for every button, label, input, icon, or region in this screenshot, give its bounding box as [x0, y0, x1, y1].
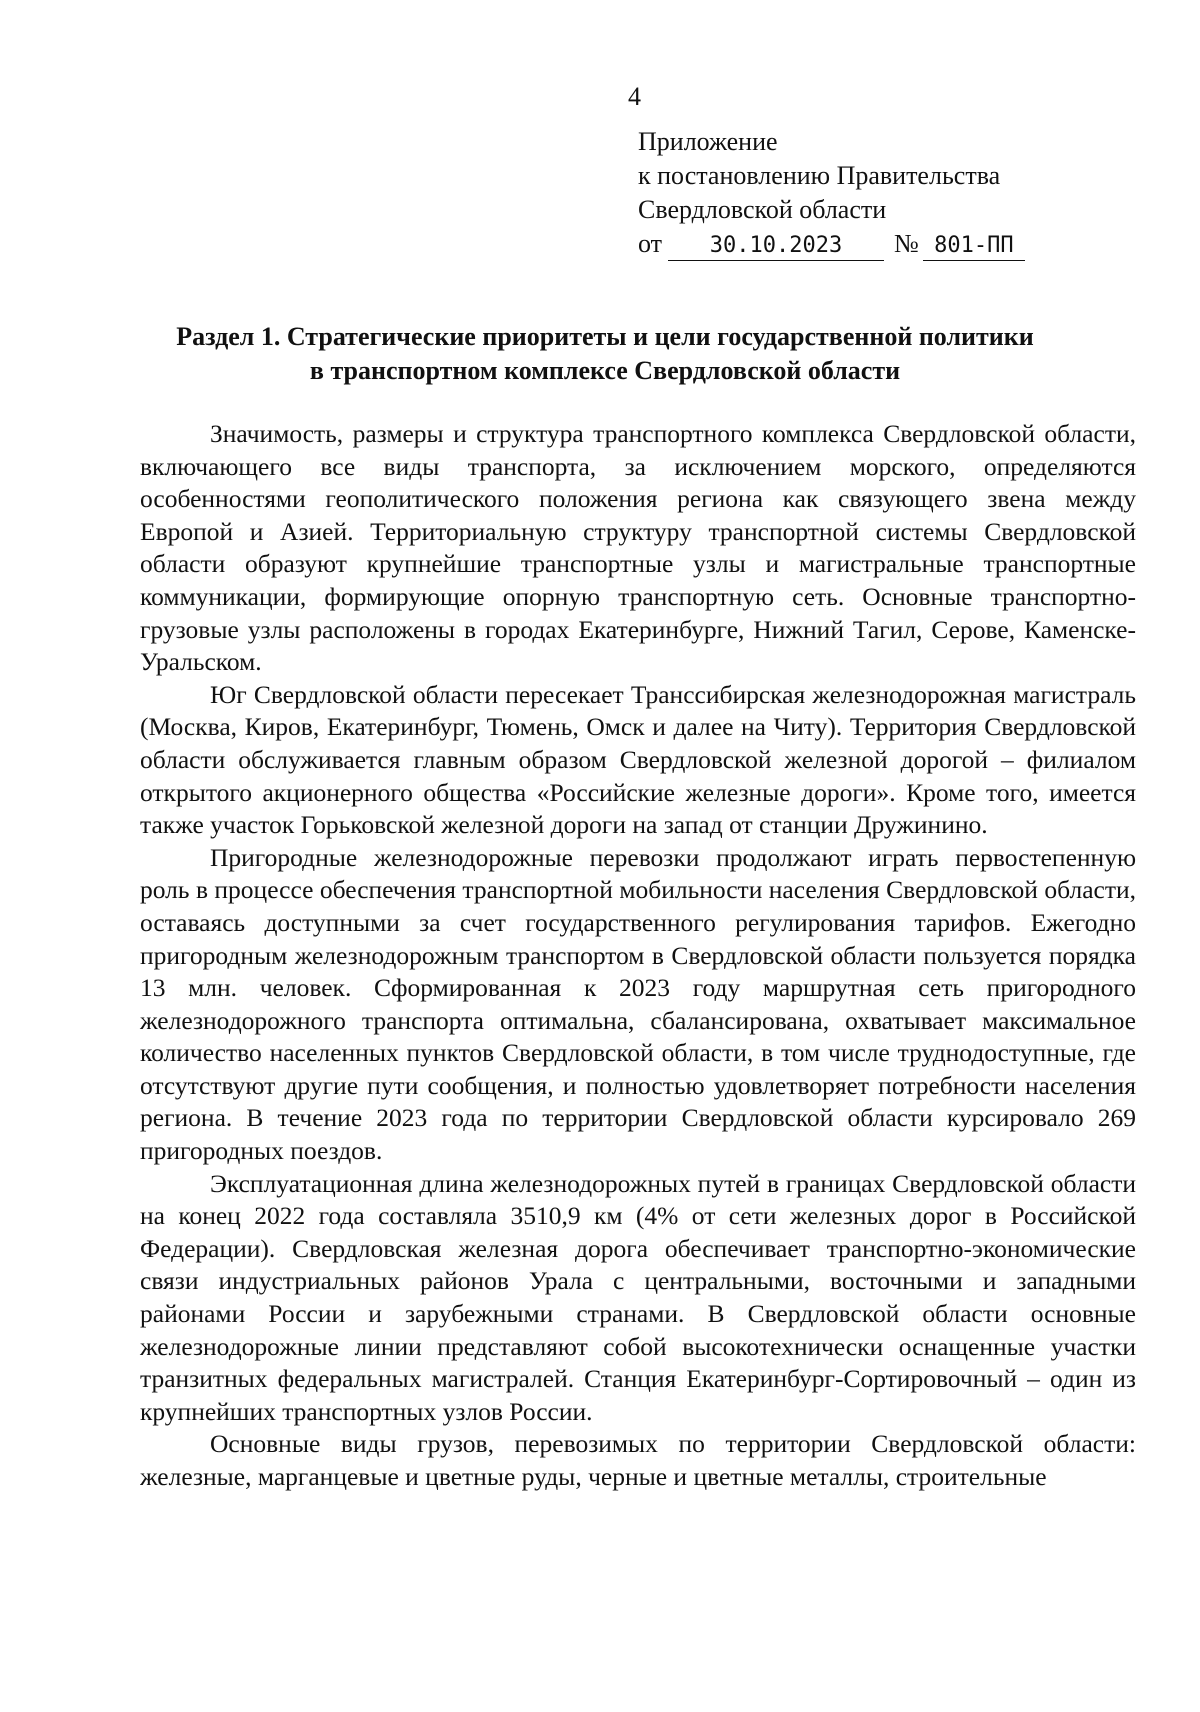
section-heading-line-2: в транспортном комплексе Свердловской области: [309, 356, 901, 385]
paragraph: Пригородные железнодорожные перевозки продолжают играть первостепенную роль в процессе обеспечения транспортной мобильности населения Свердловской области, оставаясь доступными за счет государственного регулирования тарифов. Ежегодно пригородным железнодорожным транспортом в Свердловской области пользуется порядка 13 млн. человек. Сформированная к 2023 году маршрутная сеть пригородного железнодорожного транспорта оптимальна, сбалансирована, охватывает максимальное количество населенных пунктов Свердловской области, в том числе труднодоступные, где отсутствуют другие пути сообщения, и полностью удовлетворяет потребности населения региона. В течение 2023 года по территории Свердловской области курсировало 269 пригородных поездов.: [140, 842, 1136, 1166]
appendix-date-line: [638, 227, 1025, 261]
section-heading: [140, 320, 1070, 388]
page-number: 4: [628, 82, 641, 111]
section-heading-line-1: Раздел 1. Стратегические приоритеты и цели государственной политики: [176, 322, 1034, 351]
number-prefix: №: [894, 229, 919, 258]
paragraph: Эксплуатационная длина железнодорожных путей в границах Свердловской области на конец 2022 года составляла 3510,9 км (4% от сети железных дорог в Российской Федерации). Свердловская железная дорога обеспечивает транспортно-экономические связи индустриальных районов Урала с центральными, восточными и западными районами России и зарубежными странами. В Свердловской области основные железнодорожные линии представляют собой высокотехнически оснащенные участки транзитных федеральных магистралей. Станция Екатеринбург-Сортировочный – один из крупнейших транспортных узлов России.: [140, 1168, 1136, 1426]
body-text: [140, 418, 1136, 1494]
resolution-number: 801-ПП: [923, 232, 1025, 261]
paragraph: Значимость, размеры и структура транспортного комплекса Свердловской области, включающего все виды транспорта, за исключением морского, определяются особенностями геополитического положения региона как связующего звена между Европой и Азией. Территориальную структуру транспортной системы Свердловской области образуют крупнейшие транспортные узлы и магистральные транспортные коммуникации, формирующие опорную транспортную сеть. Основные транспортно-грузовые узлы расположены в городах Екатеринбурге, Нижний Тагил, Серове, Каменске-Уральском.: [140, 419, 1136, 677]
date-prefix: от: [638, 229, 663, 258]
paragraph: Юг Свердловской области пересекает Транссибирская железнодорожная магистраль (Москва, Киров, Екатеринбург, Тюмень, Омск и далее на Читу). Территория Свердловской области обслуживается главным образом Свердловской железной дорогой – филиалом открытого акционерного общества «Российские железные дороги». Кроме того, имеется также участок Горьковской железной дороги на запад от станции Дружинино.: [140, 679, 1136, 840]
appendix-block: [638, 125, 1025, 261]
appendix-title: Приложение: [638, 127, 778, 156]
appendix-resolution-line: к постановлению Правительства: [638, 161, 1001, 190]
appendix-region-line: Свердловской области: [638, 195, 887, 224]
paragraph: Основные виды грузов, перевозимых по территории Свердловской области: железные, марганцевые и цветные руды, черные и цветные металлы, строительные: [140, 1429, 1136, 1491]
resolution-date: 30.10.2023: [668, 232, 884, 261]
